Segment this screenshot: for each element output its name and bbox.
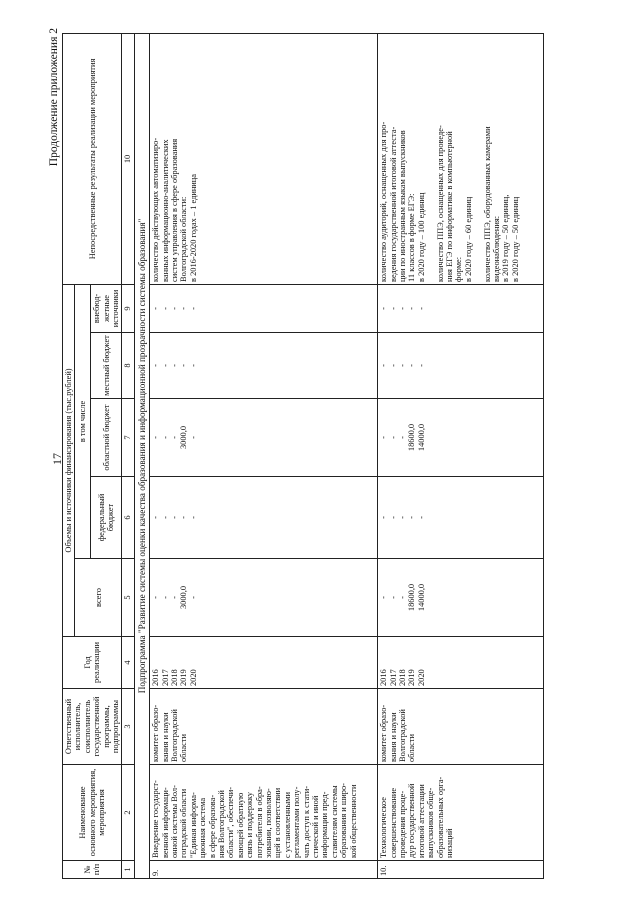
regional-value: - (169, 436, 179, 439)
year: 2019 (407, 669, 417, 686)
local-value: - (388, 364, 398, 367)
header-local: местный бюджет (91, 333, 122, 399)
offbudget-value: - (179, 307, 189, 310)
offbudget-value: - (151, 307, 161, 310)
total-cell (378, 559, 544, 637)
header-row-1 (63, 33, 75, 878)
federal-cell (150, 477, 378, 559)
col-number: 1 (122, 861, 134, 879)
federal-value: - (388, 516, 398, 519)
regional-value: - (151, 436, 161, 439)
local-cell (150, 333, 378, 399)
total-value: - (388, 596, 398, 599)
executor: комитет образо- вания и науки Волгоградской области (378, 689, 544, 765)
executor: комитет образо- вания и науки Волгоградской области (150, 689, 378, 765)
col-number: 3 (122, 689, 134, 765)
subprogram-title: Подпрограмма "Развитие системы оценки качества образования и информационной прозрачности системы образования" (134, 33, 149, 878)
year: 2020 (188, 669, 198, 686)
offbudget-value: - (379, 307, 389, 310)
federal-value: - (188, 516, 198, 519)
header-total: всего (75, 559, 122, 637)
col-number: 6 (122, 477, 134, 559)
year: 2016 (379, 669, 389, 686)
year: 2018 (169, 669, 179, 686)
regional-value: 18600,0 (407, 423, 417, 452)
offbudget-value: - (388, 307, 398, 310)
year: 2019 (179, 669, 189, 686)
row-number: 10. (378, 861, 544, 879)
offbudget-cell (378, 284, 544, 332)
regional-value: 3000,0 (179, 425, 189, 450)
federal-value: - (397, 516, 407, 519)
offbudget-value: - (188, 307, 198, 310)
local-cell (378, 333, 544, 399)
total-value: 14000,0 (416, 583, 426, 612)
col-number: 10 (122, 33, 134, 284)
header-num: № п/п (63, 861, 122, 879)
offbudget-value: - (169, 307, 179, 310)
header-regional: областной бюджет (91, 399, 122, 477)
header-including: в том числе (75, 284, 91, 558)
offbudget-value: - (160, 307, 170, 310)
regional-value: - (188, 436, 198, 439)
continuation-label: Продолжение приложения 2 (48, 28, 60, 167)
total-value: - (160, 596, 170, 599)
table-row (150, 33, 378, 878)
column-numbers-row (122, 33, 134, 878)
header-offbudget: внебюд-жетные источники (91, 284, 122, 332)
federal-value: - (179, 516, 189, 519)
offbudget-cell (150, 284, 378, 332)
total-value: - (169, 596, 179, 599)
total-value: - (151, 596, 161, 599)
federal-cell (378, 477, 544, 559)
regional-cell (150, 399, 378, 477)
year: 2020 (416, 669, 426, 686)
regional-value: - (379, 436, 389, 439)
local-value: - (416, 364, 426, 367)
result-text: количество действующих автоматизиро- ванных информационно-аналитических систем управления в сфере образования Волгоградской области: в 2016-2020 годах – 1 единица (150, 33, 378, 284)
header-funding-group: Объемы и источники финансирования (тыс.рублей) (63, 284, 75, 636)
event-name: Внедрение государст- венной информаци- онной системы Вол- гоградской области "Единая информа- ционная система в сфере образова- ния Волгоградской области", обеспечи- вающей обратную связь и поддержку потребителя в обра- зовании, позволяю- щей в соответствии с установленными регламентами полу- чать доступ к стати- стической и иной информации пред- ставителям системы образования и широ- кой общественности (150, 765, 378, 861)
offbudget-value: - (407, 307, 417, 310)
local-value: - (397, 364, 407, 367)
col-number: 4 (122, 637, 134, 689)
federal-value: - (379, 516, 389, 519)
total-value: - (397, 596, 407, 599)
page-number: 17 (50, 453, 64, 465)
total-cell (150, 559, 378, 637)
regional-value: - (397, 436, 407, 439)
local-value: - (169, 364, 179, 367)
year: 2018 (397, 669, 407, 686)
offbudget-value: - (397, 307, 407, 310)
total-value: - (379, 596, 389, 599)
federal-value: - (169, 516, 179, 519)
event-name: Технологическое совершенствование проведения проце- дур государственной итоговой аттестации выпускников обще- образовательных орга- низаций (378, 765, 544, 861)
local-value: - (407, 364, 417, 367)
total-value: 3000,0 (179, 585, 189, 610)
total-value: - (188, 596, 198, 599)
funding-table (62, 33, 544, 879)
federal-value: - (407, 516, 417, 519)
col-number: 7 (122, 399, 134, 477)
offbudget-value: - (416, 307, 426, 310)
years-cell (378, 637, 544, 689)
federal-value: - (416, 516, 426, 519)
federal-value: - (151, 516, 161, 519)
header-year: Год реализации (63, 637, 122, 689)
regional-value: - (160, 436, 170, 439)
header-results: Непосредственные результаты реализации мероприятия (63, 33, 122, 284)
year: 2016 (151, 669, 161, 686)
header-name: Наименование основного мероприятия, мероприятия (63, 765, 122, 861)
table-row (378, 33, 544, 878)
years-cell (150, 637, 378, 689)
col-number: 8 (122, 333, 134, 399)
col-number: 5 (122, 559, 134, 637)
regional-value: - (388, 436, 398, 439)
year: 2017 (388, 669, 398, 686)
local-value: - (151, 364, 161, 367)
local-value: - (179, 364, 189, 367)
year: 2017 (160, 669, 170, 686)
federal-value: - (160, 516, 170, 519)
header-federal: федеральный бюджет (91, 477, 122, 559)
total-value: 18600,0 (407, 583, 417, 612)
row-number: 9. (150, 861, 378, 879)
result-text: количество аудиторий, оснащенных для про- ведения государственной итоговой аттеста- ции по иностранным языкам выпускников 11 классов в форме ЕГЭ: в 2020 году – 100 единиц количество ППЭ, оснащенных для проведе- ния ЕГЭ по информатике в компьютерной форме: в 2020 году – 60 единиц количество ППЭ, оборудованных камерами видеонаблюдения: в 2019 году – 50 единиц, в 2020 году – 50 единиц (378, 33, 544, 284)
col-number: 9 (122, 284, 134, 332)
local-value: - (379, 364, 389, 367)
local-value: - (188, 364, 198, 367)
col-number: 2 (122, 765, 134, 861)
subprogram-row (134, 33, 149, 878)
regional-cell (378, 399, 544, 477)
local-value: - (160, 364, 170, 367)
header-executor: Ответственный исполнитель, соисполнитель государственной программы, подпрограммы (63, 689, 122, 765)
regional-value: 14000,0 (416, 423, 426, 452)
